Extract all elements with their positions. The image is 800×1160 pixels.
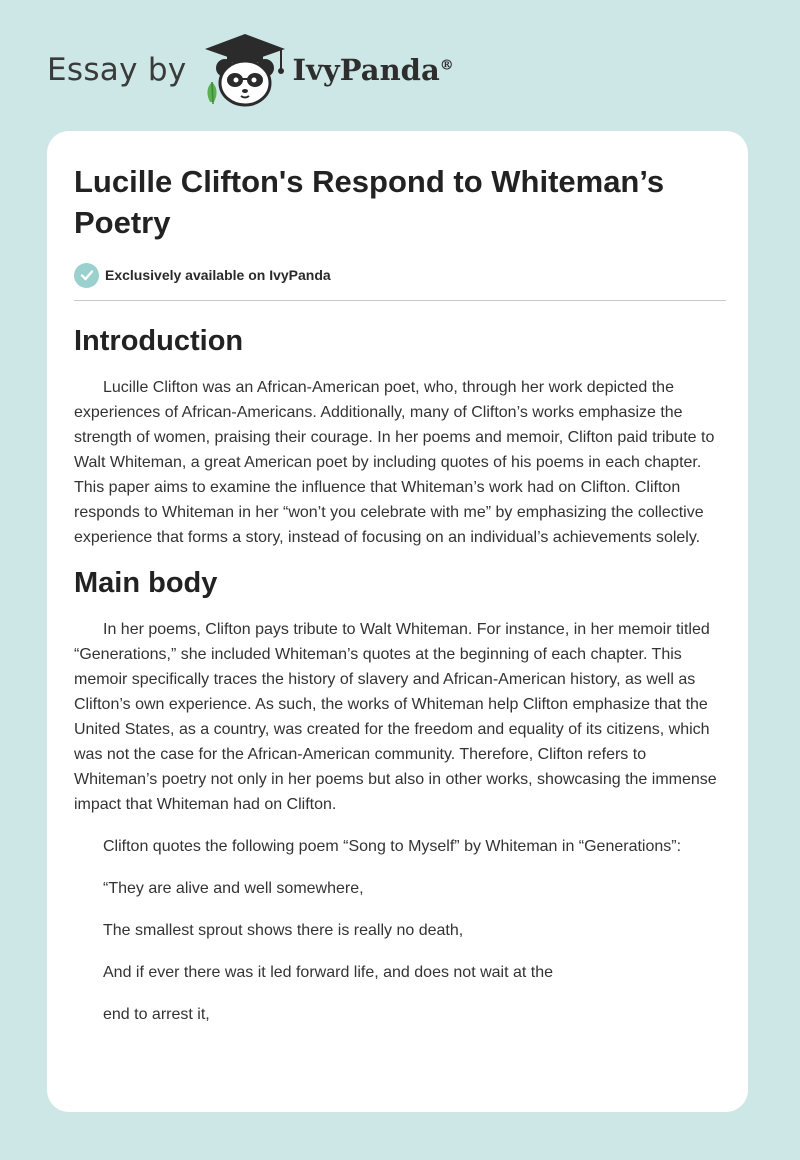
brand-name-text: IvyPanda [292,53,440,87]
essay-title: Lucille Clifton's Respond to Whiteman’s Poetry [74,164,665,240]
registered-mark: ® [439,57,454,74]
brand-name[interactable] [293,53,454,87]
title-divider [74,300,726,301]
poem-line: end to arrest it, [103,1006,210,1023]
check-icon [74,263,99,288]
essay-by-label: Essay by [47,52,187,88]
section-heading: Main body [74,567,218,599]
main-body-section [74,565,726,1027]
introduction-section [74,323,726,550]
site-header [47,30,454,110]
section-heading: Introduction [74,325,244,357]
introduction-paragraph: Lucille Clifton was an African-American poet, who, through her work depicted the experiences of African-Americans. Additionally, many of Clifton’s works emphasize the strength of women, praising their courage. In her poems and memoir, Clifton paid tribute to Walt Whiteman, a great American poet by including quotes of his poems in each chapter. This paper aims to examine the influence that Whiteman’s work had on Clifton. Clifton responds to Whiteman in her “won’t you celebrate with me” by emphasizing the collective experience that forms a story, instead of focusing on an individual’s achievements solely. [74,379,715,546]
essay-content [74,161,726,1027]
quote-intro-line: Clifton quotes the following poem “Song to Myself” by Whiteman in “Generations”: [103,838,682,855]
poem-line: The smallest sprout shows there is really no death, [103,922,464,939]
main-body-paragraph: In her poems, Clifton pays tribute to Walt Whiteman. For instance, in her memoir titled “Generations,” she included Whiteman’s quotes at the beginning of each chapter. This memoir specifically traces the history of slavery and African-American history, as well as Clifton’s own experience. As such, the works of Whiteman help Clifton emphasize that the United States, as a country, was created for the freedom and equality of its citizens, which was not the case for the African-American community. Therefore, Clifton refers to Whiteman’s poetry not only in her poems but also in other works, showcasing the immense impact that Whiteman had on Clifton. [74,621,717,813]
poem-line: “They are alive and well somewhere, [103,880,364,897]
poem-line: And if ever there was it led forward life, and does not wait at the [103,964,554,981]
essay-card [47,131,748,1112]
exclusive-badge [74,262,726,288]
panda-logo-icon[interactable] [201,30,289,110]
exclusive-label: Exclusively available on IvyPanda [105,267,331,283]
